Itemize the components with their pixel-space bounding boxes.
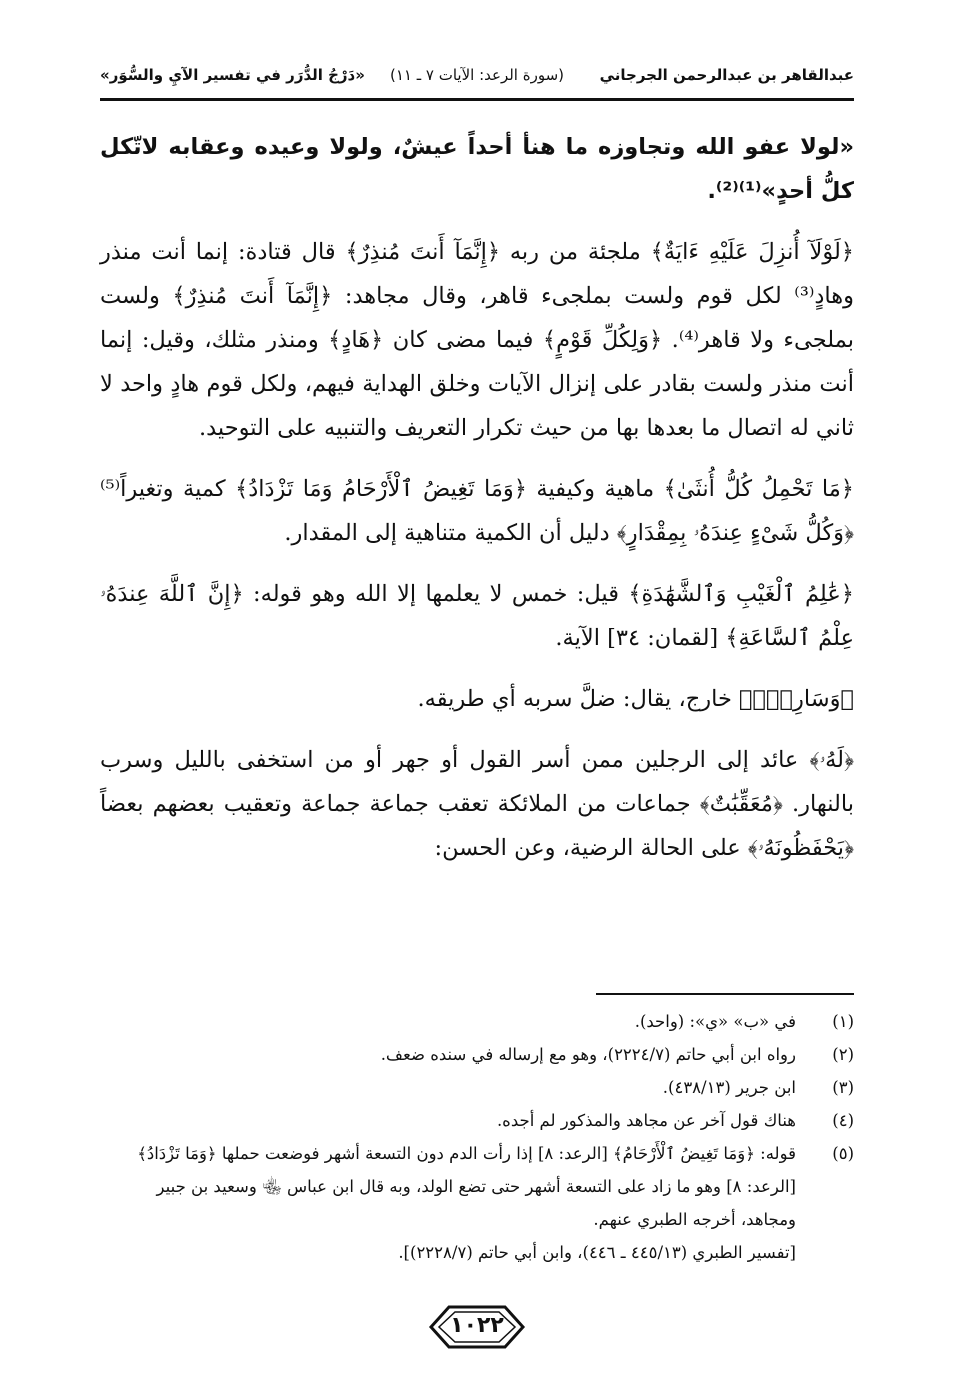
footnote-number: (١)	[832, 1012, 854, 1031]
footnote-5	[100, 1137, 854, 1236]
paragraph-1: «لولا عفو الله وتجاوزه ما هنأ أحداً عيشٌ، ولولا وعيده وعقابه لاتّكل كلُّ أحدٍ»⁽¹⁾⁽²⁾.	[100, 134, 854, 204]
page-number-ornament	[427, 1303, 527, 1351]
header-divider	[100, 98, 854, 101]
running-header	[100, 58, 854, 94]
header-book-title: «دَرْجُ الدُّرَر في تفسير الآيِ والسُّوَر»	[100, 66, 365, 84]
footnote-number: (٢)	[832, 1045, 854, 1064]
main-text	[100, 125, 854, 887]
footnote-text: قوله: ﴿وَمَا تَغِيضُ ٱلْأَرْحَامُ﴾ [الرعد: ٨] إذا رأت الدم دون التسعة أشهر فوضعت حملها ﴿وَمَا تَزْدَادُ﴾ [الرعد: ٨] وهو ما زاد على التسعة أشهر حتى تضع الولد، وبه قال ابن عباس ﵄ وسعيد بن جبير ومجاهد، أخرجه الطبري عنهم.	[137, 1144, 796, 1229]
paragraph-6: ﴿لَهُۥ﴾ عائد إلى الرجلين ممن أسر القول أو جهر أو من استخفى بالليل وسرب بالنهار. ﴿مُعَقِّبَٰتٌ﴾ جماعات من الملائكة تعقب جماعة جماعة وتعقيب بعضهم بعضاً ﴿يَحْفَظُونَهُۥ﴾ على الحالة الرضية، وعن الحسن:	[100, 747, 854, 861]
footnote-number: (٥)	[832, 1144, 854, 1163]
footnote-text: ابن جرير (٤٣٨/١٣).	[662, 1078, 796, 1097]
paragraph-3: ﴿مَا تَحْمِلُ كُلُّ أُنثَىٰ﴾ ماهية وكيفية ﴿وَمَا تَغِيضُ ٱلْأَرْحَامُ وَمَا تَزْدَادُ﴾ كمية وتغيراً⁽⁵⁾ ﴿وَكُلُّ شَىْءٍ عِندَهُۥ بِمِقْدَارٍ﴾ دليل أن الكمية متناهية إلى المقدار.	[100, 476, 854, 546]
footnote-1	[100, 1005, 854, 1038]
footnote-number: (٤)	[832, 1111, 854, 1130]
footnote-text: رواه ابن أبي حاتم (٢٢٢٤/٧)، وهو مع إرساله في سنده ضعف.	[380, 1045, 796, 1064]
footnote-2	[100, 1038, 854, 1071]
footnote-source: [تفسير الطبري (٤٤٥/١٣ ـ ٤٤٦)، وابن أبي حاتم (٢٢٢٨/٧)].	[398, 1243, 796, 1262]
footnote-text: في «ب» «ي»: (واحد).	[634, 1012, 796, 1031]
footnote-number: (٣)	[832, 1078, 854, 1097]
paragraph-2: ﴿لَوْلَآ أُنزِلَ عَلَيْهِ ءَايَةٌ﴾ ملجئة من ربه ﴿إِنَّمَآ أَنتَ مُنذِرٌ﴾ قال قتادة: إنما أنت منذر وهادٍ⁽³⁾ لكل قوم ولست بملجىء قاهر، وقال مجاهد: ﴿إِنَّمَآ أَنتَ مُنذِرٌ﴾ ولست بملجىء ولا قاهر⁽⁴⁾. ﴿وَلِكُلِّ قَوْمٍ﴾ فيما مضى كان ﴿هَادٍ﴾ ومنذر مثلك، وقيل: إنما أنت منذر ولست بقادر على إنزال الآيات وخلق الهداية فيهم، ولكل قوم هادٍ واحد لا ثاني له اتصال ما بعدها بها من حيث تكرار التعريف والتنبيه على التوحيد.	[100, 239, 854, 441]
footnote-divider	[596, 993, 854, 995]
paragraph-5: ﴿وَسَارِبٌۢ﴾ خارج، يقال: ضلَّ سربه أي طريقه.	[417, 686, 854, 712]
page-number: ١٠٢٢	[450, 1313, 504, 1338]
header-section: (سورة الرعد: الآيات ٧ ـ ١١)	[389, 66, 565, 84]
footnotes	[100, 1005, 854, 1269]
footnote-text: هناك قول آخر عن مجاهد والمذكور لم أجده.	[496, 1111, 796, 1130]
footnote-4	[100, 1104, 854, 1137]
footnote-3	[100, 1071, 854, 1104]
header-author: عبدالقاهر بن عبدالرحمن الجرجاني	[599, 66, 854, 84]
paragraph-4: ﴿عَٰلِمُ ٱلْغَيْبِ وَٱلشَّهَٰدَةِ﴾ قيل: خمس لا يعلمها إلا الله وهو قوله: ﴿إِنَّ ٱللَّهَ عِندَهُۥ عِلْمُ ٱلسَّاعَةِ﴾ [لقمان: ٣٤] الآية.	[100, 581, 854, 651]
